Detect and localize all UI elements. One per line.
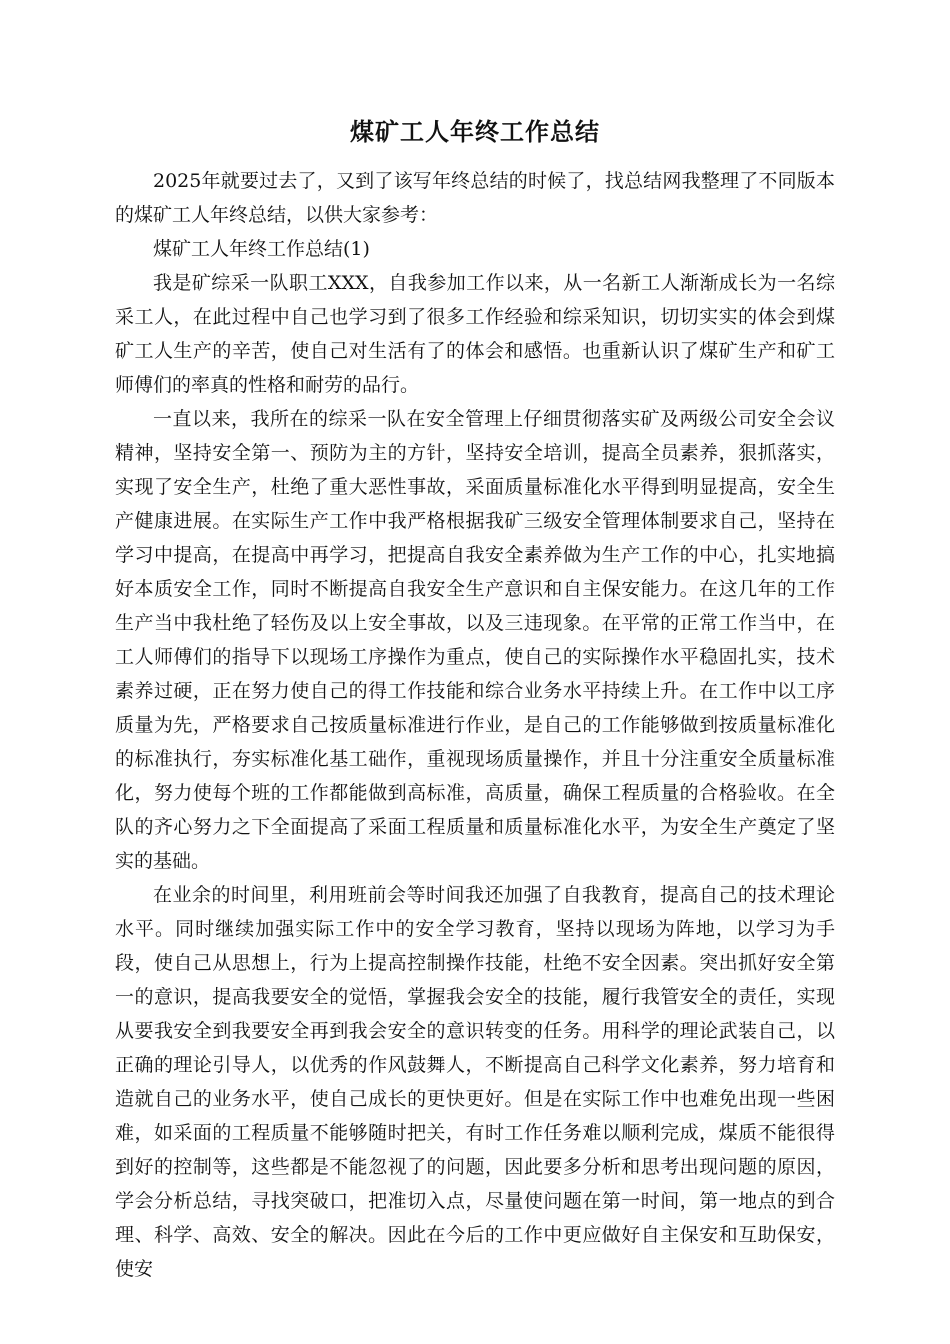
paragraph: 在业余的时间里，利用班前会等时间我还加强了自我教育，提高自己的技术理论水平。同时继续加强实际工作中的安全学习教育，坚持以现场为阵地，以学习为手段，使自己从思想上，行为上提高控制操作技能，杜绝不安全因素。突出抓好安全第一的意识，提高我要安全的觉悟，掌握我会安全的技能，履行我管安全的责任，实现从要我安全到我要安全再到我会安全的意识转变的任务。用科学的理论武装自己，以正确的理论引导人，以优秀的作风鼓舞人，不断提高自己科学文化素养，努力培育和造就自己的业务水平，使自己成长的更快更好。但是在实际工作中也难免出现一些困难，如采面的工程质量不能够随时把关，有时工作任务难以顺利完成，煤质不能很得到好的控制等，这些都是不能忽视了的问题，因此要多分析和思考出现问题的原因，学会分析总结，寻找突破口，把准切入点，尽量使问题在第一时间，第一地点的到合理、科学、高效、安全的解决。因此在今后的工作中更应做好自主保安和互助保安，使安 <box>115 884 835 1280</box>
paragraph-intro: 2025年就要过去了，又到了该写年终总结的时候了，找总结网我整理了不同版本的煤矿工人年终总结，以供大家参考： <box>115 170 835 226</box>
paragraph: 我是矿综采一队职工XXX，自我参加工作以来，从一名新工人渐渐成长为一名综采工人，在此过程中自己也学习到了很多工作经验和综采知识，切切实实的体会到煤矿工人生产的辛苦，使自己对生活有了的体会和感悟。也重新认识了煤矿生产和矿工师傅们的率真的性格和耐劳的品行。 <box>115 272 835 396</box>
paragraph: 一直以来，我所在的综采一队在安全管理上仔细贯彻落实矿及两级公司安全会议精神，坚持安全第一、预防为主的方针，坚持安全培训，提高全员素养，狠抓落实，实现了安全生产，杜绝了重大恶性事故，采面质量标准化水平得到明显提高，安全生产健康进展。在实际生产工作中我严格根据我矿三级安全管理体制要求自己，坚持在学习中提高，在提高中再学习，把提高自我安全素养做为生产工作的中心，扎实地搞好本质安全工作，同时不断提高自我安全生产意识和自主保安能力。在这几年的工作生产当中我杜绝了轻伤及以上安全事故，以及三违现象。在平常的正常工作当中，在工人师傅们的指导下以现场工序操作为重点，使自己的实际操作水平稳固扎实，技术素养过硬，正在努力使自己的得工作技能和综合业务水平持续上升。在工作中以工序质量为先，严格要求自己按质量标准进行作业，是自己的工作能够做到按质量标准化的标准执行，夯实标准化基工础作，重视现场质量操作，并且十分注重安全质量标准化，努力使每个班的工作都能做到高标准，高质量，确保工程质量的合格验收。在全队的齐心努力之下全面提高了采面工程质量和质量标准化水平，为安全生产奠定了坚实的基础。 <box>115 408 835 872</box>
section-heading: 煤矿工人年终工作总结(1) <box>153 238 370 260</box>
document-title: 煤矿工人年终工作总结 <box>350 117 600 146</box>
document-body <box>115 164 835 1286</box>
